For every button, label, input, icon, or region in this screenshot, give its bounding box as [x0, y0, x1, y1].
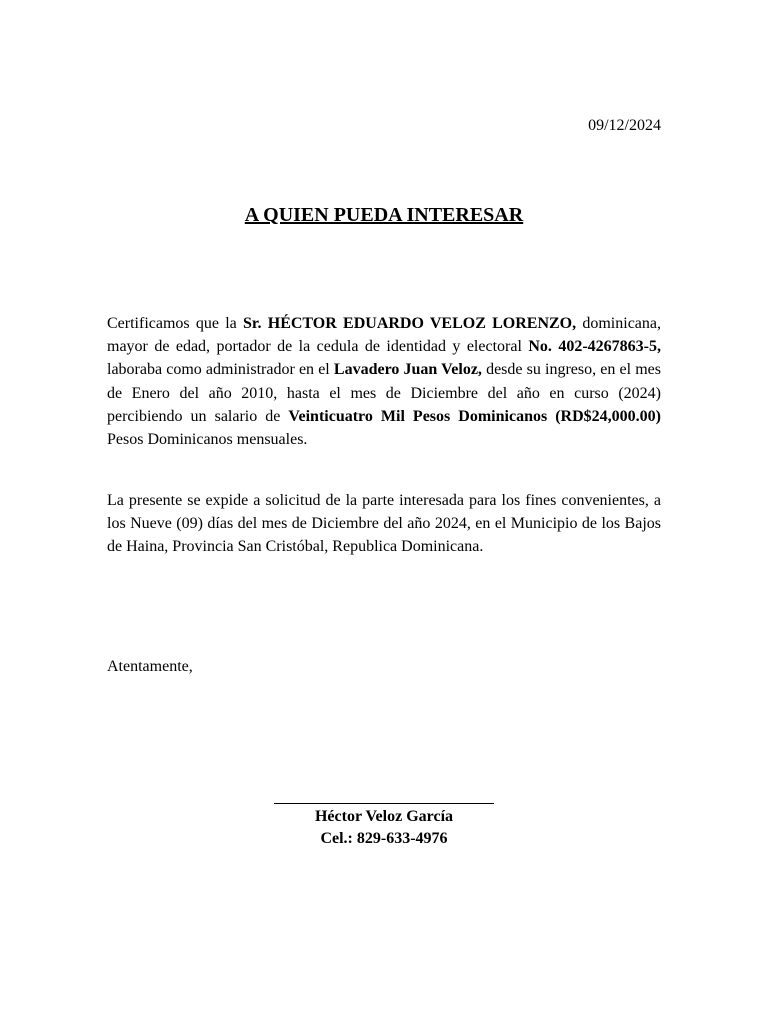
- signature-line: [274, 803, 494, 804]
- paragraph-text: Certificamos que la: [107, 315, 243, 332]
- signature-block: [0, 806, 768, 850]
- paragraph-text: desde su ingreso, en el mes de Enero del año 2010, hasta el mes de Diciembre del año en curso (2024) percibiendo un salario de: [107, 361, 661, 425]
- employee-name: Sr. HÉCTOR EDUARDO VELOZ LORENZO,: [242, 315, 577, 332]
- salary-amount: Veinticuatro Mil Pesos Dominicanos (RD$24,000.00): [288, 407, 661, 425]
- certification-paragraph: [107, 312, 661, 451]
- id-number: No. 402-4267863-5,: [528, 338, 661, 356]
- letter-date: 09/12/2024: [588, 117, 661, 134]
- signer-phone: Cel.: 829-633-4976: [320, 830, 448, 847]
- paragraph-text: dominicana, mayor de edad, portador de la cedula de identidad y electoral: [107, 315, 661, 356]
- letter-heading: A QUIEN PUEDA INTERESAR: [244, 204, 524, 226]
- employer-name: Lavadero Juan Veloz,: [333, 361, 482, 379]
- signer-name: Héctor Veloz García: [314, 808, 454, 825]
- paragraph-text: Pesos Dominicanos mensuales.: [107, 431, 308, 449]
- paragraph-text: laboraba como administrador en el: [107, 361, 334, 379]
- issuance-paragraph: La presente se expide a solicitud de la parte interesada para los fines convenientes, a los Nueve (09) días del mes de Diciembre del año 2024, en el Municipio de los Bajos de Haina, Provincia San Cristóbal, Republica Dominicana.: [107, 492, 661, 556]
- closing-salutation: Atentamente,: [107, 658, 193, 675]
